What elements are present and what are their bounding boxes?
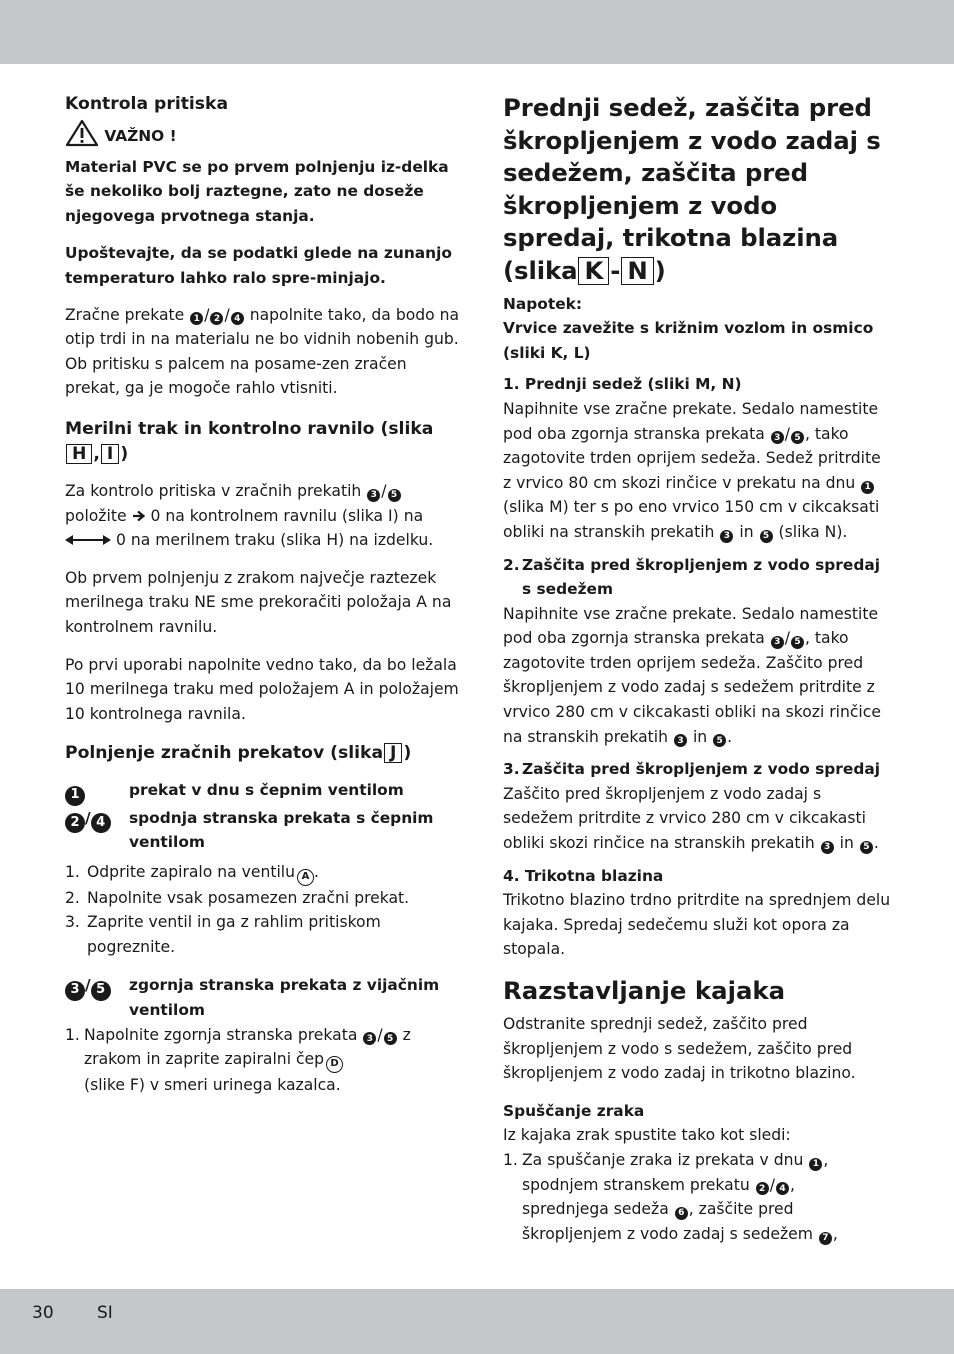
right-column xyxy=(503,92,893,1246)
footer-bar xyxy=(0,1289,954,1354)
paragraph-tape-placement: Za kontrolo pritiska v zračnih prekatih 3 / 5 položite 0 na kontrolnem ravnilu (slika I) na 0 na merilnem traku (slika H) na izdelku. xyxy=(65,481,434,550)
chamber-2-icon: 2 xyxy=(210,312,223,325)
chamber-6-icon: 6 xyxy=(675,1207,688,1220)
paragraph-after-use: Po prvi uporabi napolnite vedno tako, da bo ležala 10 merilnega traku med položajem A in položajem 10 kontrolnega ravnila. xyxy=(65,655,459,723)
warning-label: VAŽNO ! xyxy=(104,127,177,145)
chamber-1-icon: 1 xyxy=(861,481,874,494)
paragraph-disassembly: Odstranite sprednji sedež, zaščito pred škropljenjem z vodo s sedežem, zaščito pred škropljenjem z vodo zadaj in trikotno blazino. xyxy=(503,1015,856,1083)
chamber-5-large-icon: 5 xyxy=(91,981,111,1001)
chamber-3-icon: 3 xyxy=(771,636,784,649)
item-cushion-text: Trikotno blazino trdno pritrdite na sprednjem delu kajaka. Spredaj sedečemu služi kot opora za stopala. xyxy=(503,891,891,959)
upper-chamber-steps xyxy=(65,1023,460,1098)
definition-upper-side-chambers: 3 / 5 zgornja stranska prekata z vijačnim ventilom xyxy=(65,973,460,1022)
chamber-5-icon: 5 xyxy=(388,489,401,502)
deflation-title: Spuščanje zraka xyxy=(503,1101,645,1120)
chamber-3-icon: 3 xyxy=(771,431,784,444)
chamber-1-icon: 1 xyxy=(190,312,203,325)
chamber-5-icon: 5 xyxy=(384,1032,397,1045)
item-cushion-title: 4. Trikotna blazina xyxy=(503,866,664,885)
chamber-1-large-icon: 1 xyxy=(65,786,85,806)
chamber-2-large-icon: 2 xyxy=(65,813,85,833)
header-bar xyxy=(0,0,954,64)
language-code: SI xyxy=(97,1303,113,1323)
section-title-measuring-tape: Merilni trak in kontrolno ravnilo (slikaH , I ) xyxy=(65,418,434,464)
filling-steps xyxy=(65,860,460,960)
chamber-5-icon: 5 xyxy=(791,431,804,444)
item-front-seat-text: Napihnite vse zračne prekate. Sedalo namestite pod oba zgornja stranska prekata 3 / 5 , tako zagotovite trden oprijem sedeža. Sedež pritrdite z vrvico 80 cm skozi rinčice v prekatu na dnu 1 (slika M) ter s po eno vrvico 150 cm v cikcaksati obliki na stranskih prekatih 3 in 5 (slika N). xyxy=(503,399,881,541)
double-arrow-icon xyxy=(65,534,111,546)
chamber-2-icon: 2 xyxy=(756,1182,769,1195)
chamber-4-icon: 4 xyxy=(231,312,244,325)
chamber-3-large-icon: 3 xyxy=(65,981,85,1001)
figure-box-h: H xyxy=(66,444,92,464)
definition-bottom-chamber: 1 prekat v dnu s čepnim ventilom xyxy=(65,778,460,805)
list-item: 1. Odprite zapiralo na ventilu A . xyxy=(65,860,460,886)
item-spray-front-seat-text: Napihnite vse zračne prekate. Sedalo namestite pod oba zgornja stranska prekata 3 / 5 , tako zagotovite trden oprijem sedeža. Zaščito pred škropljenjem z vodo zadaj s sedežem pritrdite z vrvico 280 cm v cikcakasti obliki na skozi rinčice na stranskih prekatih 3 in 5 . xyxy=(503,604,881,746)
chamber-4-icon: 4 xyxy=(776,1182,789,1195)
item-spray-front-text: Zaščito pred škropljenjem z vodo zadaj s sedežem pritrdite z vrvico 280 cm v cikcakasti obliki skozi rinčice na stranskih prekatih 3 in 5 . xyxy=(503,784,879,853)
note-text: Vrvice zavežite s križnim vozlom in osmico (sliki K, L) xyxy=(503,319,874,362)
chamber-3-icon: 3 xyxy=(674,734,687,747)
figure-box-n: N xyxy=(621,257,653,285)
chamber-3-icon: 3 xyxy=(720,530,733,543)
figure-box-j: J xyxy=(384,743,402,763)
definition-list xyxy=(65,778,460,854)
paragraph-inflate: Zračne prekate 1 / 2 / 4 napolnite tako, da bodo na otip trdi in na materialu ne bo vidnih nobenih gub. Ob pritisku s palcem na posame-zen zračen prekat, ga je mogoče rahlo vtisniti. xyxy=(65,305,460,398)
warning-triangle-icon xyxy=(65,119,99,147)
list-item: 1. Za spuščanje zraka iz prekata v dnu 1 , spodnjem stranskem prekatu 2 / 4 , sprednjega sedeža 6 , zaščite pred škropljenjem z vodo zadaj s sedežem 7 , xyxy=(503,1150,838,1243)
chamber-4-large-icon: 4 xyxy=(91,813,111,833)
chamber-5-icon: 5 xyxy=(713,734,726,747)
valve-a-icon: A xyxy=(297,869,314,886)
list-item: 1. Napolnite zgornja stranska prekata 3 / 5 z zrakom in zaprite zapiralni čep D (slike F) v smeri urinega kazalca. xyxy=(65,1025,411,1094)
item-spray-front-title: 3. Zaščita pred škropljenjem z vodo spredaj xyxy=(503,760,881,779)
list-item: 2. Napolnite vsak posamezen zračni prekat. xyxy=(65,888,410,907)
deflation-steps xyxy=(503,1148,893,1246)
chamber-3-icon: 3 xyxy=(363,1032,376,1045)
item-front-seat-title: 1. Prednji sedež (sliki M, N) xyxy=(503,375,742,394)
warning-line xyxy=(65,119,460,149)
section-title-disassembly: Razstavljanje kajaka xyxy=(503,976,786,1005)
section-title-seat: Prednji sedež, zaščita pred škropljenjem z vodo zadaj s sedežem, zaščita pred škropljenjem z vodo spredaj, trikotna blazina (slika K - N ) xyxy=(503,93,881,285)
cap-d-icon: D xyxy=(326,1056,343,1073)
left-column xyxy=(65,92,460,1098)
figure-box-k: K xyxy=(578,257,609,285)
note-label: Napotek: xyxy=(503,294,583,313)
chamber-1-icon: 1 xyxy=(809,1158,822,1171)
figure-box-i: I xyxy=(101,444,119,464)
chamber-5-icon: 5 xyxy=(791,636,804,649)
chamber-3-icon: 3 xyxy=(821,841,834,854)
definition-lower-side-chambers: 2 / 4 spodnja stranska prekata s čepnim ventilom xyxy=(65,806,460,855)
list-item: 3. Zaprite ventil in ga z rahlim pritiskom pogreznite. xyxy=(65,913,381,956)
bold-paragraph-pvc: Material PVC se po prvem polnjenju iz-delka še nekoliko bolj raztegne, zato ne doseže njegovega prvotnega stanja. xyxy=(65,157,449,225)
item-spray-front-seat-title: 2. Zaščita pred škropljenjem z vodo spredaj s sedežem xyxy=(503,555,881,599)
deflation-intro: Iz kajaka zrak spustite tako kot sledi: xyxy=(503,1126,791,1145)
chamber-3-icon: 3 xyxy=(367,489,380,502)
section-title-filling: Polnjenje zračnih prekatov (slika J ) xyxy=(65,743,412,764)
chamber-5-icon: 5 xyxy=(760,530,773,543)
chamber-5-icon: 5 xyxy=(860,841,873,854)
section-title-pressure: Kontrola pritiska xyxy=(65,94,229,114)
paragraph-first-fill: Ob prvem polnjenju z zrakom največje raztezek merilnega traku NE sme prekoračiti položaja A na kontrolnem ravnilu. xyxy=(65,568,452,636)
page-number: 30 xyxy=(32,1303,54,1323)
chamber-7-icon: 7 xyxy=(819,1232,832,1245)
arrow-right-icon xyxy=(132,510,146,522)
bold-paragraph-temperature: Upoštevajte, da se podatki glede na zunanjo temperaturo lahko ralo spre-minjajo. xyxy=(65,244,452,287)
